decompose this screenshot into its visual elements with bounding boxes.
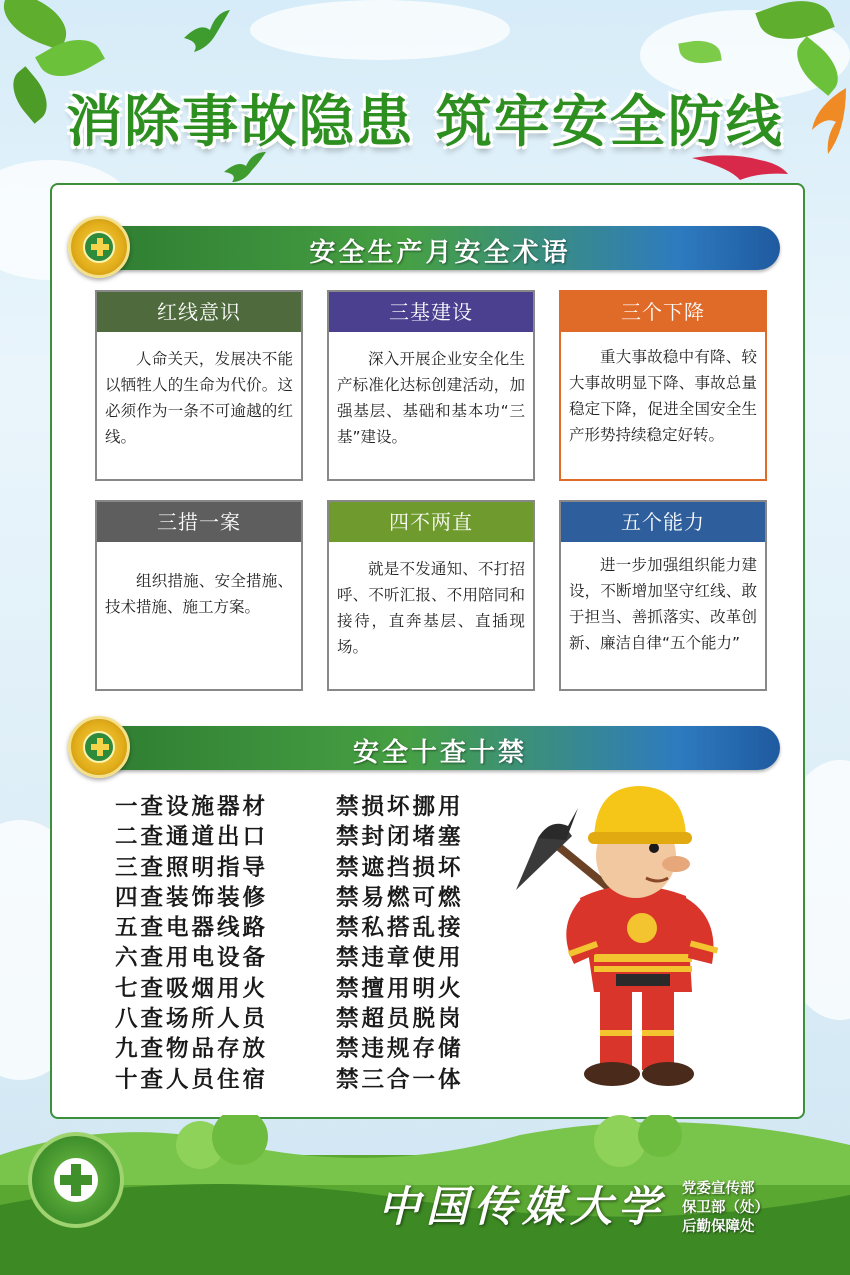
list-item: 一查设施器材 — [115, 794, 269, 820]
card-title: 五个能力 — [561, 502, 765, 542]
list-item: 三查照明指导 — [115, 854, 269, 881]
section-banner-terms — [100, 226, 780, 270]
term-card — [559, 290, 767, 481]
safety-cross-badge-icon — [68, 716, 130, 778]
main-title: 消除事故隐患 筑牢安全防线 — [66, 90, 784, 155]
safety-cross-logo-icon — [28, 1132, 124, 1228]
check-list — [115, 792, 268, 1095]
section-banner-checks — [100, 726, 780, 770]
list-item: 禁擅用明火 — [336, 975, 464, 1002]
list-item: 禁私搭乱接 — [336, 915, 464, 942]
card-title: 三措一案 — [97, 502, 301, 542]
department-name: 保卫部（处） — [682, 1200, 769, 1216]
section-heading: 安全生产月安全术语 — [309, 238, 571, 268]
list-item: 禁损坏挪用 — [336, 794, 464, 820]
list-item: 禁违规存储 — [336, 1036, 464, 1063]
ban-list — [336, 792, 464, 1095]
list-item: 九查物品存放 — [115, 1036, 269, 1063]
list-item: 禁三合一体 — [336, 1066, 464, 1093]
list-item: 五查电器线路 — [115, 915, 269, 942]
department-name: 后勤保障处 — [682, 1219, 755, 1235]
bird-icon — [182, 8, 232, 56]
card-body: 重大事故稳中有降、较大事故明显下降、事故总量稳定下降，促进全国安全生产形势持续稳定好转。 — [569, 348, 757, 444]
card-body: 人命关天，发展决不能以牺牲人的生命为代价。这必须作为一条不可逾越的红线。 — [105, 350, 293, 446]
card-title: 三个下降 — [561, 292, 765, 332]
card-title: 四不两直 — [329, 502, 533, 542]
list-item: 七查吸烟用火 — [115, 975, 269, 1002]
list-item: 二查通道出口 — [115, 824, 269, 851]
department-name: 党委宣传部 — [682, 1181, 755, 1197]
term-card — [95, 500, 303, 691]
list-item: 禁违章使用 — [336, 945, 464, 972]
list-item: 四查装饰装修 — [115, 884, 269, 911]
list-item: 六查用电设备 — [115, 945, 269, 972]
term-card — [559, 500, 767, 691]
department-list — [682, 1180, 769, 1237]
card-body: 组织措施、安全措施、技术措施、施工方案。 — [105, 572, 293, 616]
list-item: 禁易燃可燃 — [336, 884, 464, 911]
section-heading: 安全十查十禁 — [352, 738, 527, 768]
construction-worker-illustration — [508, 778, 738, 1090]
term-card — [327, 500, 535, 691]
list-item: 八查场所人员 — [115, 1006, 269, 1033]
safety-cross-badge-icon — [68, 216, 130, 278]
term-card — [95, 290, 303, 481]
card-body: 深入开展企业安全化生产标准化达标创建活动，加强基层、基础和基本功“三基”建设。 — [337, 350, 525, 446]
list-item: 禁超员脱岗 — [336, 1006, 464, 1033]
list-item: 禁封闭堵塞 — [336, 824, 464, 851]
list-item: 十查人员住宿 — [115, 1066, 269, 1093]
term-card — [327, 290, 535, 481]
card-body: 进一步加强组织能力建设，不断增加坚守红线、敢于担当、善抓落实、改革创新、廉洁自律“五个能力” — [569, 556, 757, 652]
card-title: 红线意识 — [97, 292, 301, 332]
card-title: 三基建设 — [329, 292, 533, 332]
school-name: 中国传媒大学 — [378, 1182, 667, 1231]
list-item: 禁遮挡损坏 — [336, 854, 464, 881]
cloud-decoration — [250, 0, 510, 60]
card-body: 就是不发通知、不打招呼、不听汇报、不用陪同和接待，直奔基层、直插现场。 — [337, 560, 525, 656]
